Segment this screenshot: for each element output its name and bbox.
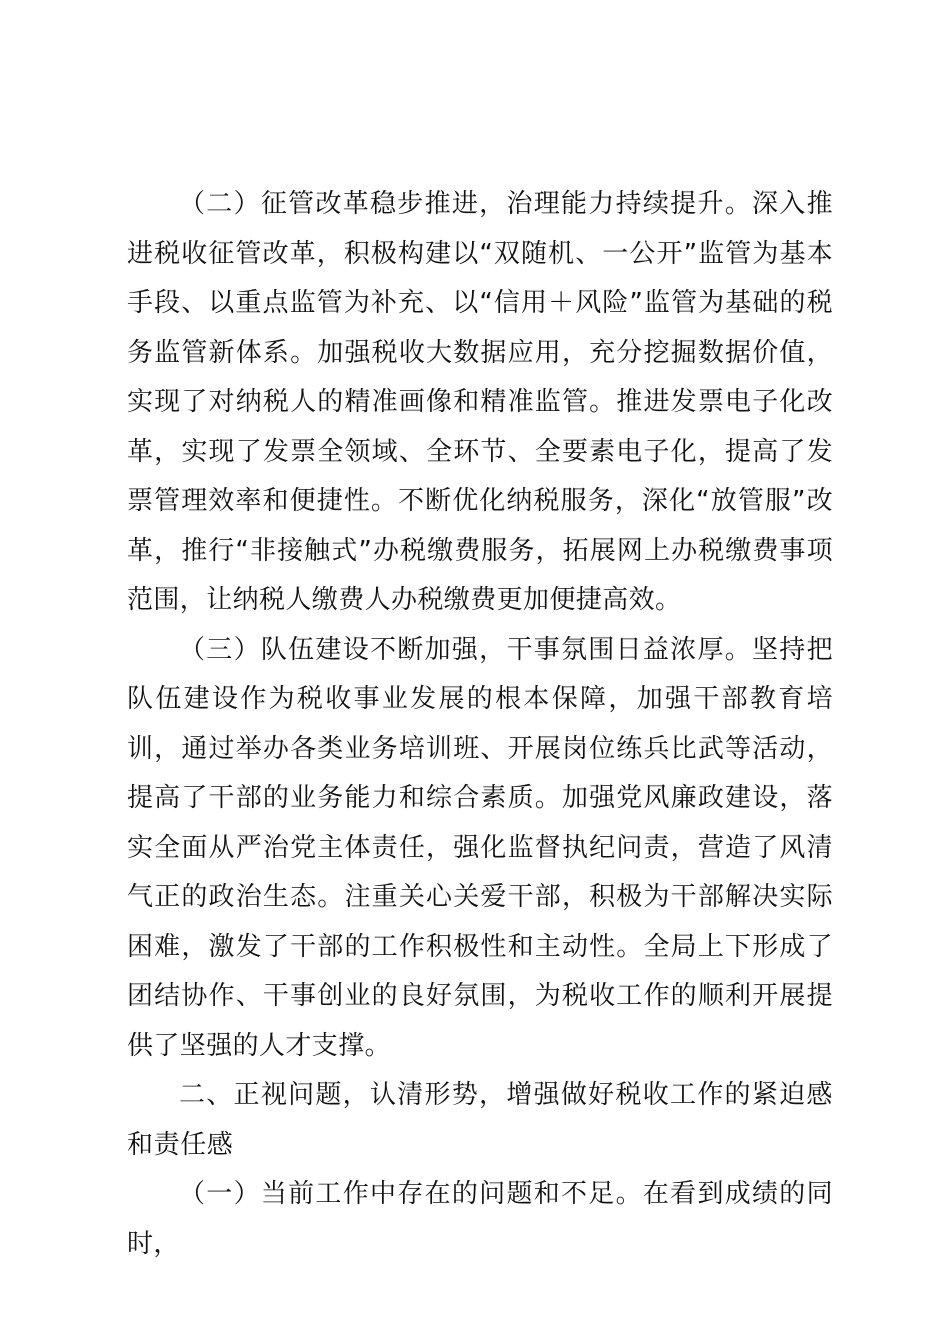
section-heading-problems: 二、正视问题，认清形势，增强做好税收工作的紧迫感和责任感 <box>127 1080 833 1160</box>
paragraph-team-building: （三）队伍建设不断加强，干事氛围日益浓厚。坚持把队伍建设作为税收事业发展的根本保障，加强干部教育培训，通过举办各类业务培训班、开展岗位练兵比武等活动，提高了干部的业务能力和综合素质。加强党风廉政建设，落实全面从严治党主体责任，强化监督执纪问责，营造了风清气正的政治生态。注重关心关爱干部，积极为干部解决实际困难，激发了干部的工作积极性和主动性。全局上下形成了团结协作、干事创业的良好氛围，为税收工作的顺利开展提供了坚强的人才支撑。 <box>127 634 833 1061</box>
paragraph-current-problems: （一）当前工作中存在的问题和不足。在看到成绩的同时， <box>127 1179 833 1259</box>
paragraph-collection-reform: （二）征管改革稳步推进，治理能力持续提升。深入推进税收征管改革，积极构建以“双随机、一公开”监管为基本手段、以重点监管为补充、以“信用＋风险”监管为基础的税务监管新体系。加强税收大数据应用，充分挖掘数据价值，实现了对纳税人的精准画像和精准监管。推进发票电子化改革，实现了发票全领域、全环节、全要素电子化，提高了发票管理效率和便捷性。不断优化纳税服务，深化“放管服”改革，推行“非接触式”办税缴费服务，拓展网上办税缴费事项范围，让纳税人缴费人办税缴费更加便捷高效。 <box>127 189 833 615</box>
document-body <box>127 180 833 1269</box>
